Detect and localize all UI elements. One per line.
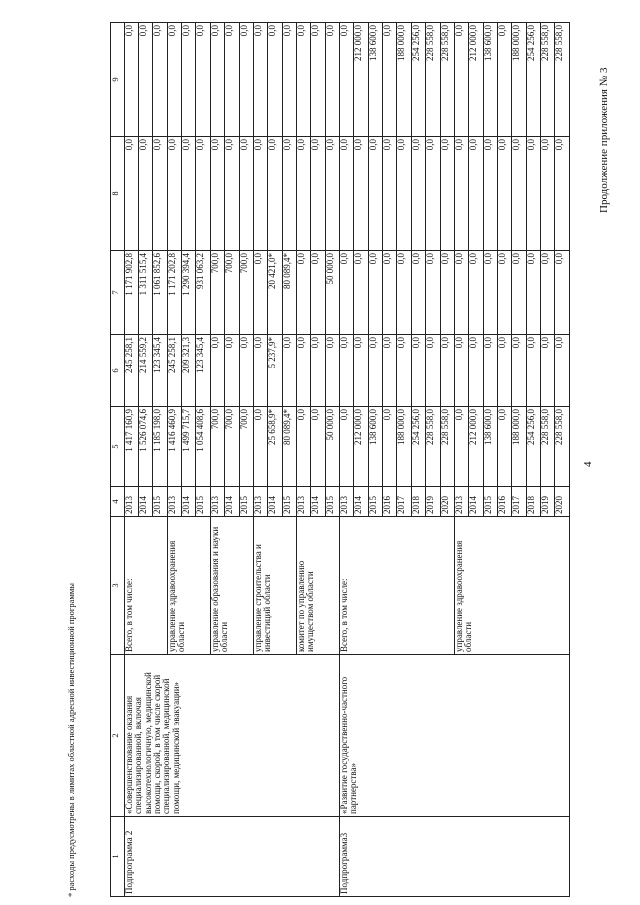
amount-cell: 212 000,0 bbox=[354, 23, 368, 137]
amount-cell: 0,0 bbox=[340, 407, 354, 487]
amount-cell: 188 000,0 bbox=[512, 407, 526, 487]
amount-cell: 0,0 bbox=[497, 251, 511, 335]
amount-cell: 1 526 074,6 bbox=[139, 407, 153, 487]
amount-cell: 0,0 bbox=[454, 251, 468, 335]
amount-cell: 700,0 bbox=[210, 407, 224, 487]
year-cell: 2014 bbox=[225, 487, 239, 517]
year-cell: 2014 bbox=[182, 487, 196, 517]
amount-cell: 0,0 bbox=[397, 137, 411, 251]
executor-name: управление здравоохранения области bbox=[167, 517, 210, 655]
amount-cell: 254 256,0 bbox=[526, 407, 540, 487]
amount-cell: 0,0 bbox=[139, 137, 153, 251]
amount-cell: 20 421,0* bbox=[268, 251, 282, 335]
column-number: 2 bbox=[111, 655, 125, 817]
amount-cell: 0,0 bbox=[311, 251, 325, 335]
amount-cell: 0,0 bbox=[440, 137, 454, 251]
amount-cell: 931 063,2 bbox=[196, 251, 210, 335]
executor-name: Всего, в том числе: bbox=[124, 517, 167, 655]
year-cell: 2019 bbox=[426, 487, 440, 517]
amount-cell: 0,0 bbox=[268, 137, 282, 251]
amount-cell: 0,0 bbox=[397, 251, 411, 335]
amount-cell: 254 256,0 bbox=[411, 407, 425, 487]
year-cell: 2017 bbox=[397, 487, 411, 517]
amount-cell: 0,0 bbox=[512, 137, 526, 251]
year-cell: 2014 bbox=[354, 487, 368, 517]
amount-cell: 0,0 bbox=[541, 251, 555, 335]
table-row bbox=[124, 23, 138, 897]
amount-cell: 188 000,0 bbox=[397, 407, 411, 487]
amount-cell: 228 558,0 bbox=[426, 407, 440, 487]
amount-cell: 0,0 bbox=[411, 335, 425, 407]
year-cell: 2015 bbox=[239, 487, 253, 517]
amount-cell: 0,0 bbox=[253, 23, 267, 137]
year-cell: 2013 bbox=[340, 487, 354, 517]
executor-name: управление образования и науки области bbox=[210, 517, 253, 655]
amount-cell: 228 558,0 bbox=[440, 407, 454, 487]
amount-cell: 0,0 bbox=[239, 335, 253, 407]
amount-cell: 0,0 bbox=[225, 335, 239, 407]
continuation-title: Продолжение приложения № 3 bbox=[598, 67, 610, 213]
amount-cell: 0,0 bbox=[325, 137, 339, 251]
year-cell: 2015 bbox=[196, 487, 210, 517]
amount-cell: 0,0 bbox=[354, 251, 368, 335]
amount-cell: 0,0 bbox=[340, 335, 354, 407]
amount-cell: 0,0 bbox=[196, 137, 210, 251]
amount-cell: 700,0 bbox=[225, 407, 239, 487]
amount-cell: 212 000,0 bbox=[469, 407, 483, 487]
amount-cell: 245 258,1 bbox=[124, 335, 138, 407]
amount-cell: 0,0 bbox=[182, 23, 196, 137]
amount-cell: 1 171 902,8 bbox=[124, 251, 138, 335]
amount-cell: 0,0 bbox=[555, 251, 570, 335]
footnote: * расходы предусмотрены в лимитах областной адресной инвестиционной программы bbox=[66, 583, 76, 897]
amount-cell: 228 558,0 bbox=[555, 407, 570, 487]
amount-cell: 0,0 bbox=[497, 23, 511, 137]
subprogram-name: «Совершенствование оказания специализированной, включая высокотехнологичную, медицинской помощи, скорой, в том числе скорой специализированной, медицинской помощи, медицинской эвакуации» bbox=[124, 655, 339, 817]
amount-cell: 0,0 bbox=[311, 335, 325, 407]
amount-cell: 0,0 bbox=[526, 137, 540, 251]
amount-cell: 0,0 bbox=[454, 407, 468, 487]
amount-cell: 700,0 bbox=[210, 251, 224, 335]
amount-cell: 0,0 bbox=[383, 137, 397, 251]
amount-cell: 0,0 bbox=[340, 137, 354, 251]
year-cell: 2014 bbox=[268, 487, 282, 517]
amount-cell: 0,0 bbox=[426, 137, 440, 251]
amount-cell: 80 089,4* bbox=[282, 407, 296, 487]
amount-cell: 0,0 bbox=[139, 23, 153, 137]
amount-cell: 0,0 bbox=[296, 335, 310, 407]
amount-cell: 1 185 198,0 bbox=[153, 407, 167, 487]
amount-cell: 0,0 bbox=[124, 23, 138, 137]
column-number: 4 bbox=[111, 487, 125, 517]
amount-cell: 138 600,0 bbox=[368, 407, 382, 487]
amount-cell: 50 000,0 bbox=[325, 407, 339, 487]
amount-cell: 0,0 bbox=[541, 335, 555, 407]
amount-cell: 0,0 bbox=[411, 251, 425, 335]
year-cell: 2014 bbox=[139, 487, 153, 517]
amount-cell: 0,0 bbox=[397, 335, 411, 407]
amount-cell: 0,0 bbox=[239, 137, 253, 251]
amount-cell: 0,0 bbox=[325, 23, 339, 137]
amount-cell: 0,0 bbox=[383, 23, 397, 137]
amount-cell: 0,0 bbox=[311, 23, 325, 137]
amount-cell: 1 499 715,7 bbox=[182, 407, 196, 487]
amount-cell: 0,0 bbox=[253, 251, 267, 335]
amount-cell: 0,0 bbox=[454, 23, 468, 137]
amount-cell: 0,0 bbox=[253, 335, 267, 407]
amount-cell: 0,0 bbox=[282, 137, 296, 251]
amount-cell: 123 345,4 bbox=[153, 335, 167, 407]
amount-cell: 228 558,0 bbox=[555, 23, 570, 137]
amount-cell: 50 000,0 bbox=[325, 251, 339, 335]
year-cell: 2016 bbox=[497, 487, 511, 517]
amount-cell: 0,0 bbox=[210, 23, 224, 137]
amount-cell: 0,0 bbox=[354, 335, 368, 407]
amount-cell: 0,0 bbox=[167, 23, 181, 137]
amount-cell: 0,0 bbox=[411, 137, 425, 251]
amount-cell: 1 061 852,6 bbox=[153, 251, 167, 335]
year-cell: 2013 bbox=[296, 487, 310, 517]
amount-cell: 209 321,3 bbox=[182, 335, 196, 407]
amount-cell: 700,0 bbox=[225, 251, 239, 335]
amount-cell: 700,0 bbox=[239, 407, 253, 487]
amount-cell: 0,0 bbox=[182, 137, 196, 251]
year-cell: 2015 bbox=[368, 487, 382, 517]
budget-table bbox=[110, 22, 570, 897]
year-cell: 2015 bbox=[325, 487, 339, 517]
year-cell: 2013 bbox=[210, 487, 224, 517]
amount-cell: 188 000,0 bbox=[397, 23, 411, 137]
amount-cell: 0,0 bbox=[469, 251, 483, 335]
amount-cell: 0,0 bbox=[440, 335, 454, 407]
amount-cell: 5 237,9* bbox=[268, 335, 282, 407]
amount-cell: 228 558,0 bbox=[541, 23, 555, 137]
amount-cell: 0,0 bbox=[296, 407, 310, 487]
amount-cell: 228 558,0 bbox=[440, 23, 454, 137]
amount-cell: 212 000,0 bbox=[354, 407, 368, 487]
amount-cell: 1 290 394,4 bbox=[182, 251, 196, 335]
amount-cell: 214 559,2 bbox=[139, 335, 153, 407]
amount-cell: 0,0 bbox=[225, 23, 239, 137]
amount-cell: 0,0 bbox=[196, 23, 210, 137]
executor-name: Всего, в том числе: bbox=[340, 517, 455, 655]
table-row bbox=[340, 23, 354, 897]
amount-cell: 1 311 515,4 bbox=[139, 251, 153, 335]
executor-name: комитет по управлению имуществом области bbox=[296, 517, 339, 655]
amount-cell: 0,0 bbox=[282, 335, 296, 407]
amount-cell: 0,0 bbox=[354, 137, 368, 251]
amount-cell: 138 600,0 bbox=[483, 407, 497, 487]
column-number: 8 bbox=[111, 137, 125, 251]
column-number: 5 bbox=[111, 407, 125, 487]
amount-cell: 123 345,4 bbox=[196, 335, 210, 407]
year-cell: 2015 bbox=[483, 487, 497, 517]
year-cell: 2015 bbox=[153, 487, 167, 517]
amount-cell: 0,0 bbox=[483, 137, 497, 251]
amount-cell: 212 000,0 bbox=[469, 23, 483, 137]
column-number: 6 bbox=[111, 335, 125, 407]
executor-name: управление строительства и инвестиций области bbox=[253, 517, 296, 655]
amount-cell: 0,0 bbox=[282, 23, 296, 137]
amount-cell: 0,0 bbox=[340, 23, 354, 137]
amount-cell: 0,0 bbox=[296, 137, 310, 251]
amount-cell: 0,0 bbox=[325, 335, 339, 407]
amount-cell: 254 256,0 bbox=[526, 23, 540, 137]
amount-cell: 138 600,0 bbox=[483, 23, 497, 137]
amount-cell: 0,0 bbox=[483, 251, 497, 335]
amount-cell: 0,0 bbox=[512, 335, 526, 407]
year-cell: 2016 bbox=[383, 487, 397, 517]
amount-cell: 0,0 bbox=[541, 137, 555, 251]
amount-cell: 0,0 bbox=[124, 137, 138, 251]
amount-cell: 0,0 bbox=[426, 251, 440, 335]
year-cell: 2013 bbox=[124, 487, 138, 517]
amount-cell: 0,0 bbox=[383, 335, 397, 407]
amount-cell: 0,0 bbox=[483, 335, 497, 407]
subprogram-name: «Развитие государственно-частного партнерства» bbox=[340, 655, 570, 817]
column-number: 3 bbox=[111, 517, 125, 655]
amount-cell: 0,0 bbox=[497, 137, 511, 251]
amount-cell: 700,0 bbox=[239, 251, 253, 335]
amount-cell: 0,0 bbox=[383, 407, 397, 487]
amount-cell: 0,0 bbox=[497, 407, 511, 487]
year-cell: 2015 bbox=[282, 487, 296, 517]
amount-cell: 0,0 bbox=[340, 251, 354, 335]
amount-cell: 1 054 408,6 bbox=[196, 407, 210, 487]
amount-cell: 0,0 bbox=[311, 407, 325, 487]
amount-cell: 0,0 bbox=[225, 137, 239, 251]
amount-cell: 1 171 202,8 bbox=[167, 251, 181, 335]
amount-cell: 0,0 bbox=[555, 335, 570, 407]
year-cell: 2019 bbox=[541, 487, 555, 517]
amount-cell: 0,0 bbox=[526, 335, 540, 407]
amount-cell: 0,0 bbox=[469, 335, 483, 407]
amount-cell: 0,0 bbox=[454, 335, 468, 407]
amount-cell: 1 416 460,9 bbox=[167, 407, 181, 487]
year-cell: 2013 bbox=[167, 487, 181, 517]
subprogram-code: Подпрограмма 2 bbox=[124, 817, 339, 897]
amount-cell: 0,0 bbox=[311, 137, 325, 251]
amount-cell: 138 600,0 bbox=[368, 23, 382, 137]
amount-cell: 228 558,0 bbox=[426, 23, 440, 137]
amount-cell: 0,0 bbox=[497, 335, 511, 407]
year-cell: 2013 bbox=[253, 487, 267, 517]
amount-cell: 0,0 bbox=[469, 137, 483, 251]
amount-cell: 0,0 bbox=[210, 335, 224, 407]
subprogram-code: Подпрограмма3 bbox=[340, 817, 570, 897]
amount-cell: 188 000,0 bbox=[512, 23, 526, 137]
amount-cell: 0,0 bbox=[253, 137, 267, 251]
year-cell: 2017 bbox=[512, 487, 526, 517]
amount-cell: 0,0 bbox=[296, 23, 310, 137]
amount-cell: 0,0 bbox=[167, 137, 181, 251]
year-cell: 2014 bbox=[311, 487, 325, 517]
amount-cell: 0,0 bbox=[368, 251, 382, 335]
year-cell: 2020 bbox=[555, 487, 570, 517]
amount-cell: 80 089,4* bbox=[282, 251, 296, 335]
executor-name: управление здравоохранения области bbox=[454, 517, 569, 655]
amount-cell: 0,0 bbox=[526, 251, 540, 335]
year-cell: 2020 bbox=[440, 487, 454, 517]
amount-cell: 254 256,0 bbox=[411, 23, 425, 137]
amount-cell: 0,0 bbox=[153, 137, 167, 251]
amount-cell: 0,0 bbox=[454, 137, 468, 251]
column-number-row bbox=[111, 23, 125, 897]
year-cell: 2014 bbox=[469, 487, 483, 517]
column-number: 1 bbox=[111, 817, 125, 897]
year-cell: 2018 bbox=[526, 487, 540, 517]
amount-cell: 0,0 bbox=[555, 137, 570, 251]
amount-cell: 0,0 bbox=[426, 335, 440, 407]
amount-cell: 0,0 bbox=[239, 23, 253, 137]
amount-cell: 1 417 160,9 bbox=[124, 407, 138, 487]
amount-cell: 228 558,0 bbox=[541, 407, 555, 487]
column-number: 7 bbox=[111, 251, 125, 335]
amount-cell: 25 658,9* bbox=[268, 407, 282, 487]
amount-cell: 0,0 bbox=[296, 251, 310, 335]
amount-cell: 245 258,1 bbox=[167, 335, 181, 407]
amount-cell: 0,0 bbox=[440, 251, 454, 335]
year-cell: 2013 bbox=[454, 487, 468, 517]
year-cell: 2018 bbox=[411, 487, 425, 517]
amount-cell: 0,0 bbox=[268, 23, 282, 137]
amount-cell: 0,0 bbox=[210, 137, 224, 251]
amount-cell: 0,0 bbox=[253, 407, 267, 487]
amount-cell: 0,0 bbox=[383, 251, 397, 335]
column-number: 9 bbox=[111, 23, 125, 137]
amount-cell: 0,0 bbox=[368, 137, 382, 251]
page-number: 4 bbox=[582, 461, 594, 467]
amount-cell: 0,0 bbox=[512, 251, 526, 335]
amount-cell: 0,0 bbox=[153, 23, 167, 137]
amount-cell: 0,0 bbox=[368, 335, 382, 407]
